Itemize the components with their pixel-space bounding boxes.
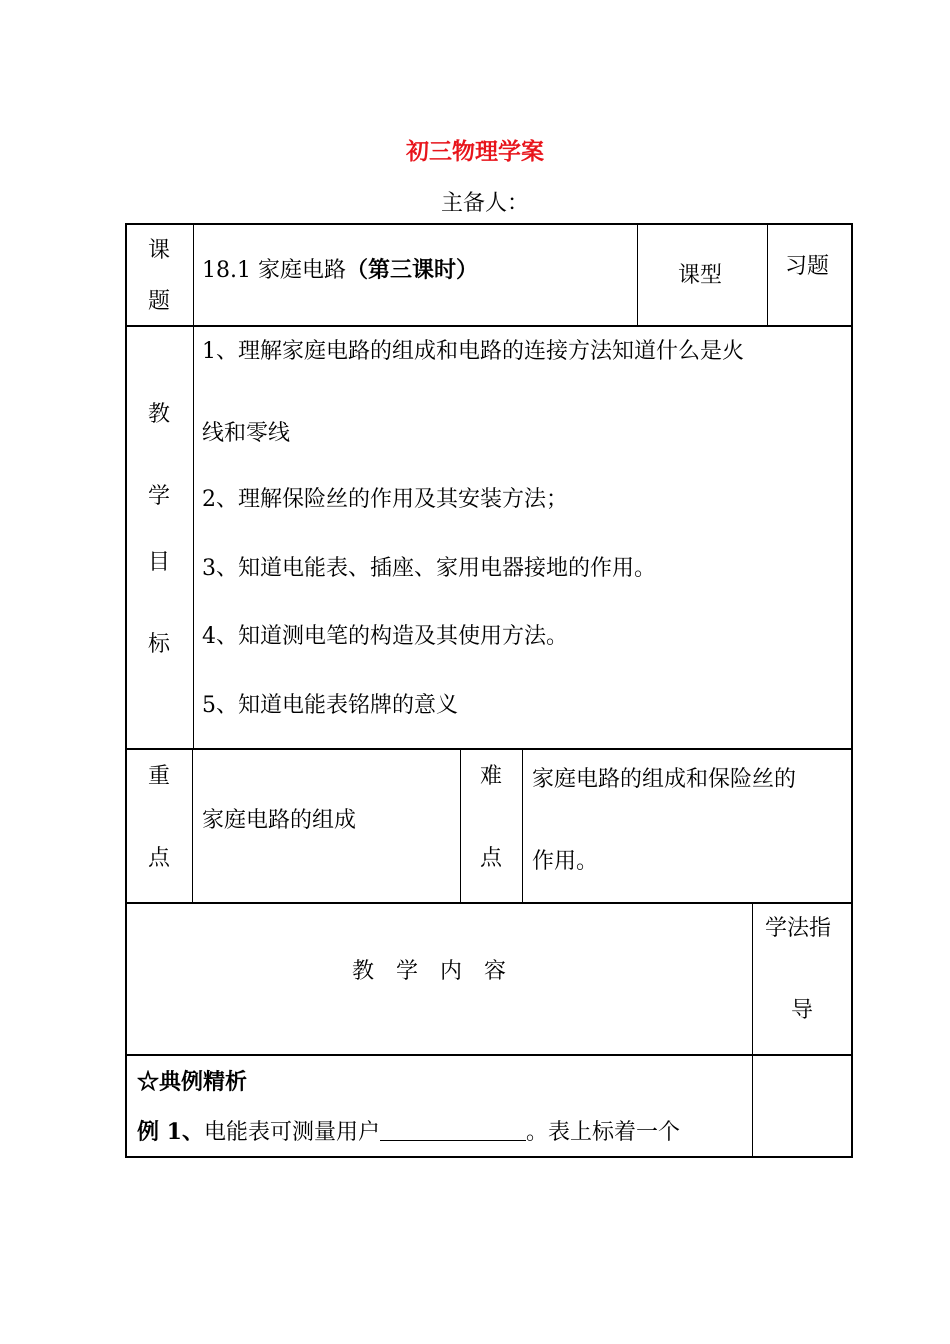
topic-name: 18.1 家庭电路 (202, 258, 346, 283)
column-divider (192, 750, 193, 902)
row-divider (125, 902, 853, 904)
key-point-label-char: 点 (148, 846, 171, 871)
row-divider (125, 325, 853, 327)
page-title: 初三物理学案 (406, 139, 544, 165)
topic-lesson-number: （第三课时） (345, 257, 478, 283)
topic-label-char: 课 (148, 238, 171, 263)
difficult-point-value: 作用。 (532, 849, 599, 874)
objectives-label-char: 标 (148, 632, 171, 657)
row-divider (125, 1054, 853, 1056)
example-text: 电能表可测量用户 (203, 1120, 380, 1145)
objective-item: 3、知道电能表、插座、家用电器接地的作用。 (202, 556, 656, 581)
objective-item: 线和零线 (202, 421, 291, 446)
topic-value (202, 256, 478, 285)
section-heading: ☆典例精析 (137, 1069, 248, 1095)
column-divider (460, 750, 461, 902)
type-value: 习题 (785, 254, 830, 279)
objectives-label-char: 目 (148, 550, 171, 575)
difficult-point-label-char: 难 (480, 764, 503, 789)
column-divider (193, 225, 194, 325)
topic-label-char: 题 (148, 289, 171, 314)
objectives-label-char: 教 (148, 402, 171, 427)
difficult-point-label-char: 点 (480, 846, 503, 871)
column-divider (767, 225, 768, 325)
example-label: 例 1、 (137, 1119, 204, 1145)
column-divider (522, 750, 523, 902)
column-divider (752, 904, 753, 1156)
objective-item: 4、知道测电笔的构造及其使用方法。 (202, 624, 568, 649)
example-question (137, 1118, 680, 1147)
study-method-header: 导 (791, 998, 814, 1023)
preparer-label: 主备人： (440, 191, 529, 216)
difficult-point-value: 家庭电路的组成和保险丝的 (532, 767, 797, 792)
column-divider (193, 327, 194, 748)
study-method-header: 学法指 (765, 916, 832, 941)
answer-blank[interactable] (380, 1118, 526, 1141)
type-label: 课型 (678, 263, 723, 288)
objective-item: 1、理解家庭电路的组成和电路的连接方法知道什么是火 (202, 339, 744, 364)
column-divider (637, 225, 638, 325)
row-divider (125, 748, 853, 750)
key-point-label-char: 重 (148, 764, 171, 789)
objective-item: 2、理解保险丝的作用及其安装方法； (202, 487, 568, 512)
objective-item: 5、知道电能表铭牌的意义 (202, 693, 458, 718)
key-point-value: 家庭电路的组成 (202, 808, 357, 833)
objectives-label-char: 学 (148, 484, 171, 509)
teaching-content-header: 教 学 内 容 (352, 959, 507, 984)
example-text: 。表上标着一个 (525, 1120, 680, 1145)
